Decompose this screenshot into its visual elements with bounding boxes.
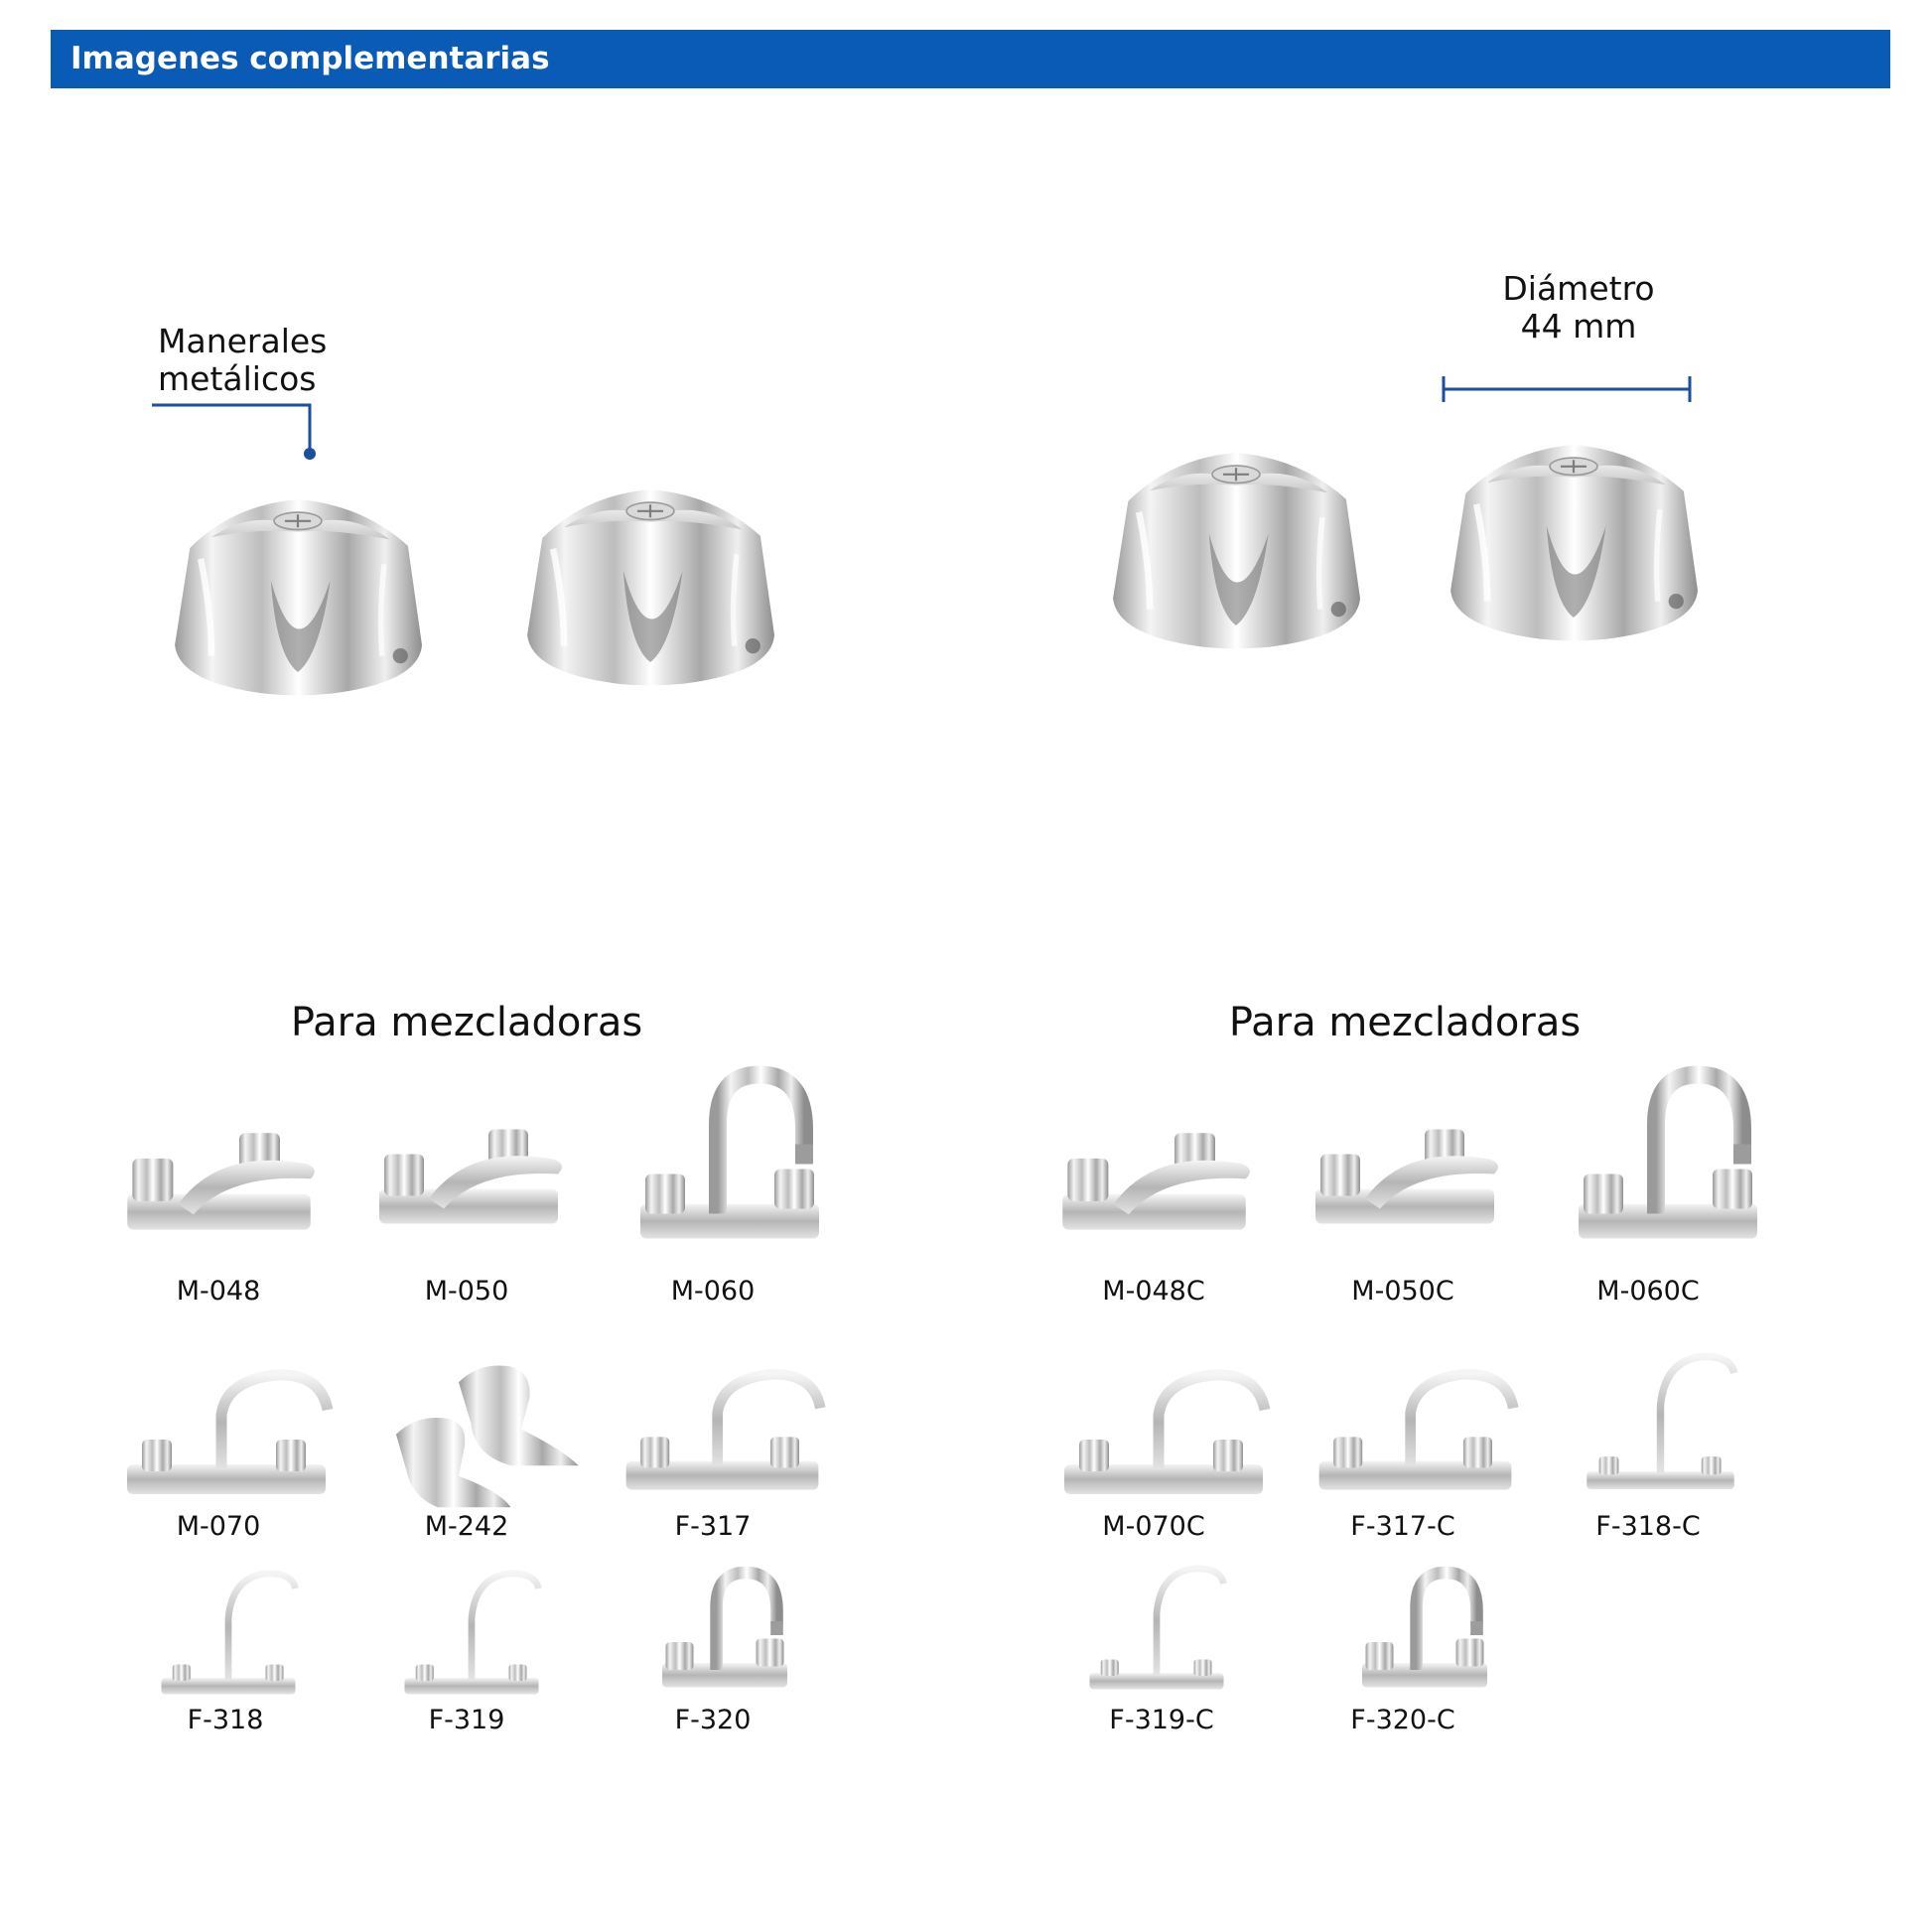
knob-photo — [1092, 415, 1380, 663]
header-title: Imagenes complementarias — [70, 41, 550, 76]
model-label: F-317 — [674, 1511, 752, 1542]
model-label: F-318 — [187, 1705, 264, 1735]
faucet-image — [397, 1559, 546, 1708]
model-label: M-060C — [1596, 1276, 1700, 1307]
faucet-image — [1306, 1102, 1504, 1256]
faucet-image — [655, 1549, 794, 1708]
callout-leader-line — [149, 397, 318, 467]
faucet-image — [369, 1102, 568, 1256]
section-header — [51, 30, 1890, 88]
faucet-image — [1082, 1554, 1231, 1703]
model-label: M-048 — [176, 1276, 261, 1307]
model-label: F-318-C — [1595, 1511, 1701, 1542]
knob-photo — [506, 452, 794, 700]
diameter-callout — [1489, 270, 1668, 345]
handles-callout — [158, 323, 327, 398]
model-label: M-050 — [424, 1276, 509, 1307]
left-section-title: Para mezcladoras — [290, 1000, 643, 1045]
model-label: M-070C — [1102, 1511, 1205, 1542]
model-label: M-048C — [1102, 1276, 1205, 1307]
faucet-image — [117, 1117, 321, 1251]
diameter-dimension-line — [1438, 372, 1696, 406]
faucet-image — [1355, 1549, 1494, 1708]
faucet-image — [1554, 1340, 1767, 1504]
faucet-image — [1309, 1355, 1522, 1509]
model-label: M-050C — [1351, 1276, 1454, 1307]
faucet-image — [124, 1559, 333, 1708]
model-label: M-070 — [176, 1511, 261, 1542]
knob-photo — [154, 462, 442, 710]
model-label: M-060 — [670, 1276, 756, 1307]
model-label: M-242 — [424, 1511, 509, 1542]
model-label: F-320-C — [1350, 1705, 1455, 1735]
faucet-image — [1054, 1355, 1273, 1514]
faucet-image — [616, 1355, 829, 1509]
faucet-image — [117, 1355, 336, 1514]
handles-callout-line1: Manerales — [158, 322, 328, 360]
model-label: F-317-C — [1350, 1511, 1455, 1542]
handles-callout-line2: metálicos — [158, 359, 317, 398]
faucet-image — [1569, 1047, 1767, 1261]
diameter-callout-line2: 44 mm — [1520, 307, 1637, 345]
knob-photo — [1430, 407, 1718, 655]
faucet-image — [1052, 1117, 1256, 1251]
diameter-callout-line1: Diámetro — [1502, 269, 1655, 308]
model-label: F-319-C — [1109, 1705, 1214, 1735]
faucet-image — [375, 1350, 584, 1529]
model-label: F-319 — [428, 1705, 505, 1735]
model-label: F-320 — [674, 1705, 752, 1735]
right-section-title: Para mezcladoras — [1228, 1000, 1582, 1045]
faucet-image — [630, 1047, 829, 1261]
